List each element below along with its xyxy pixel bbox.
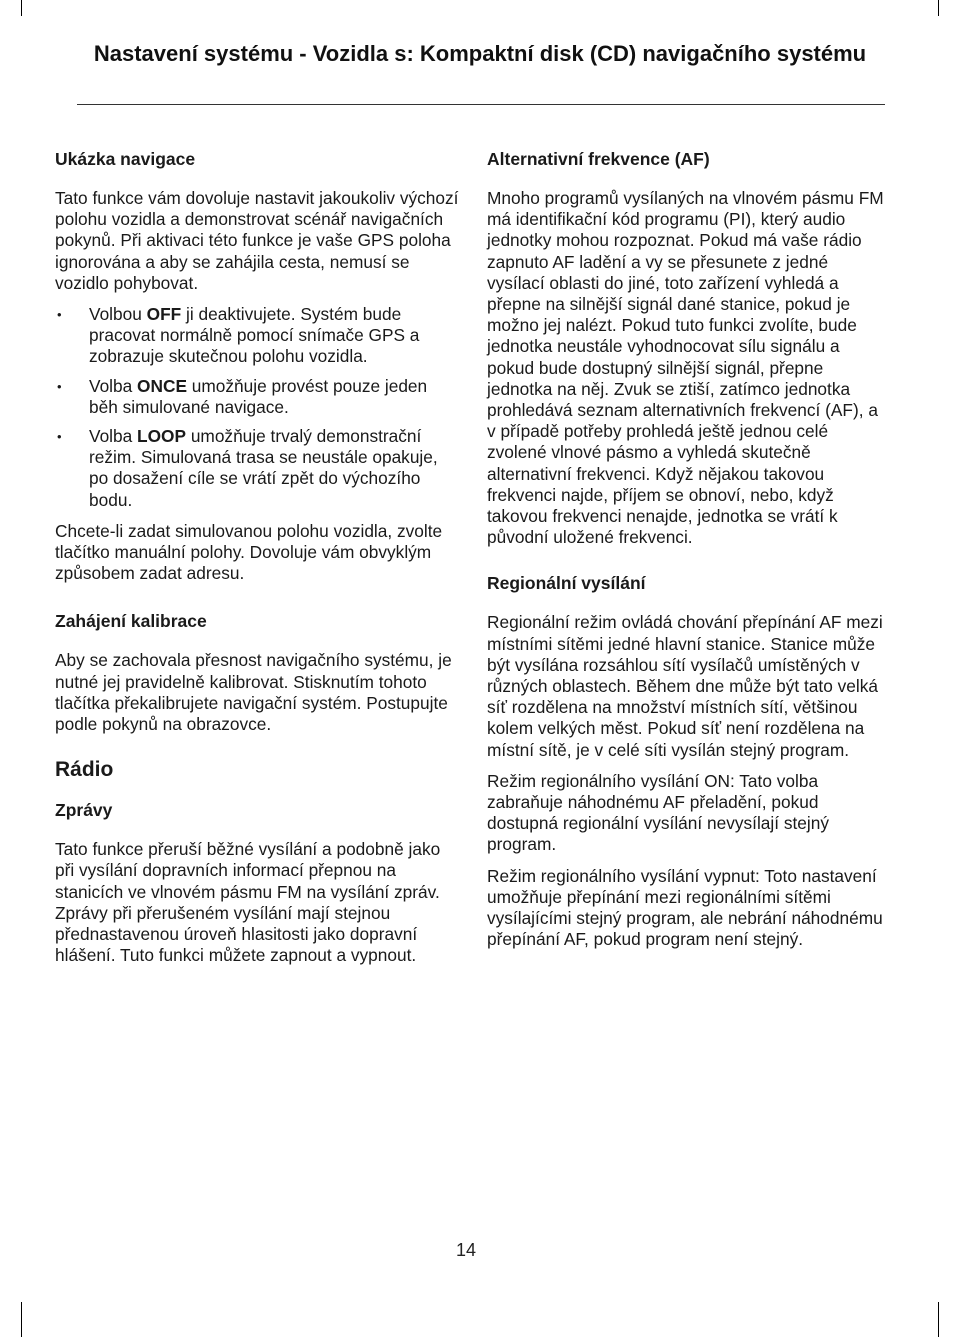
regional-text-3: Režim regionálního vysílání vypnut: Toto nastavení umožňuje přepínání mezi regionálními sítěmi vysílajícími stejný program, ale nebrání náhodnému přepínání AF, pokud program není stejný. [487, 865, 883, 950]
calibration-section [55, 610, 460, 735]
left-column [55, 148, 460, 976]
navigation-demo-section [55, 148, 460, 584]
news-heading: Zprávy [55, 800, 113, 821]
title-divider [77, 104, 885, 105]
list-item: • Volba LOOP umožňuje trvalý demonstrační režim. Simulovaná trasa se neustále opakuje, po dosažení cíle se vrátí zpět do výchozího bodu. [55, 426, 460, 511]
crop-mark-bottom-left [21, 1302, 22, 1337]
list-item: • Volba ONCE umožňuje provést pouze jeden běh simulované navigace. [55, 376, 460, 418]
regional-text-1: Regionální režim ovládá chování přepínání AF mezi místními sítěmi jedné hlavní stanice. Stanice může být vysílána rozsáhlou sítí vysílačů umístěných v různých oblastech. Během dne může být tato velká síť rozdělena na množství místních sítí, většinou kolem velkých měst. Pokud síť není rozdělena na místní sítě, je v celé síti vysílán stejný program. [487, 612, 883, 760]
af-section [487, 148, 887, 548]
page-title: Nastavení systému - Vozidla s: Kompaktní disk (CD) navigačního systému [93, 41, 867, 66]
navigation-demo-heading: Ukázka navigace [55, 149, 196, 169]
calibration-heading: Zahájení kalibrace [55, 611, 207, 632]
crop-mark-top-right [938, 0, 939, 16]
list-item: • Volbou OFF ji deaktivujete. Systém bude pracovat normálně pomocí snímače GPS a zobrazuje skutečnou polohu vozidla. [55, 304, 460, 368]
option-off: OFF [146, 304, 182, 325]
radio-heading: Rádio [55, 758, 114, 782]
navigation-demo-intro: Tato funkce vám dovoluje nastavit jakoukoliv výchozí polohu vozidla a demonstrovat scénář navigačních pokynů. Při aktivaci této funkce je vaše GPS poloha ignorována a aby se zahájila cesta, nemusí se vozidlo pohybovat. [55, 188, 459, 293]
right-column [487, 148, 887, 961]
calibration-text: Aby se zachovala přesnost navigačního systému, je nutné jej pravidelně kalibrovat. Stisknutím tohoto tlačítka překalibrujete navigační systém. Postupujte podle pokynů na obrazovce. [55, 650, 452, 735]
page-number: 14 [455, 1240, 477, 1260]
option-loop: LOOP [137, 426, 187, 447]
news-text: Tato funkce přeruší běžné vysílání a podobně jako při vysílání dopravních informací přepnou na stanicích ve vlnovém pásmu FM na vysílání zpráv. Zprávy při přerušeném vysílání mají stejnou přednastavenou úroveň hlasitosti jako dopravní hlášení. Tuto funkci můžete zapnout a vypnout. [55, 839, 441, 966]
news-section [55, 799, 460, 966]
regional-section [487, 572, 887, 950]
af-heading: Alternativní frekvence (AF) [487, 149, 710, 169]
option-once: ONCE [137, 375, 187, 396]
regional-heading: Regionální vysílání [487, 573, 646, 594]
crop-mark-bottom-right [938, 1302, 939, 1337]
regional-text-2: Režim regionálního vysílání ON: Tato volba zabraňuje náhodnému AF přeladění, pokud dostupná regionální vysílání nevysílají stejný program. [487, 770, 829, 855]
navigation-demo-outro: Chcete-li zadat simulovanou polohu vozidla, zvolte tlačítko manuální polohy. Dovoluje vám obvyklým způsobem zadat adresu. [55, 520, 443, 584]
crop-mark-top-left [21, 0, 22, 16]
demo-mode-list [55, 304, 460, 511]
af-text: Mnoho programů vysílaných na vlnovém pásmu FM má identifikační kód programu (PI), který audio jednotky mohou rozpoznat. Pokud má vaše rádio zapnuto AF ladění a vy se přesunete z jedné vysílací oblasti do jiné, toto zařízení vyhledá a přepne na silnější signál dané stanice, pokud je možno jej nalézt. Pokud tuto funkci zvolíte, bude jednotka neustále vyhodnocovat sílu signálu a pokud bude dostupný silnější signál, přepne jednotka na něj. Zvuk se ztiší, zatímco jednotka prohledává seznam alternativních frekvencí (AF), a v případě potřeby prohledá ještě jednou celé zvolené vlnové pásmo a vyhledá skutečně alternativní frekvenci. Když nějakou takovou frekvenci najde, příjem se obnoví, nebo, když takovou frekvenci nenajde, jednotka se vrátí k původní uložené frekvenci. [487, 188, 884, 548]
